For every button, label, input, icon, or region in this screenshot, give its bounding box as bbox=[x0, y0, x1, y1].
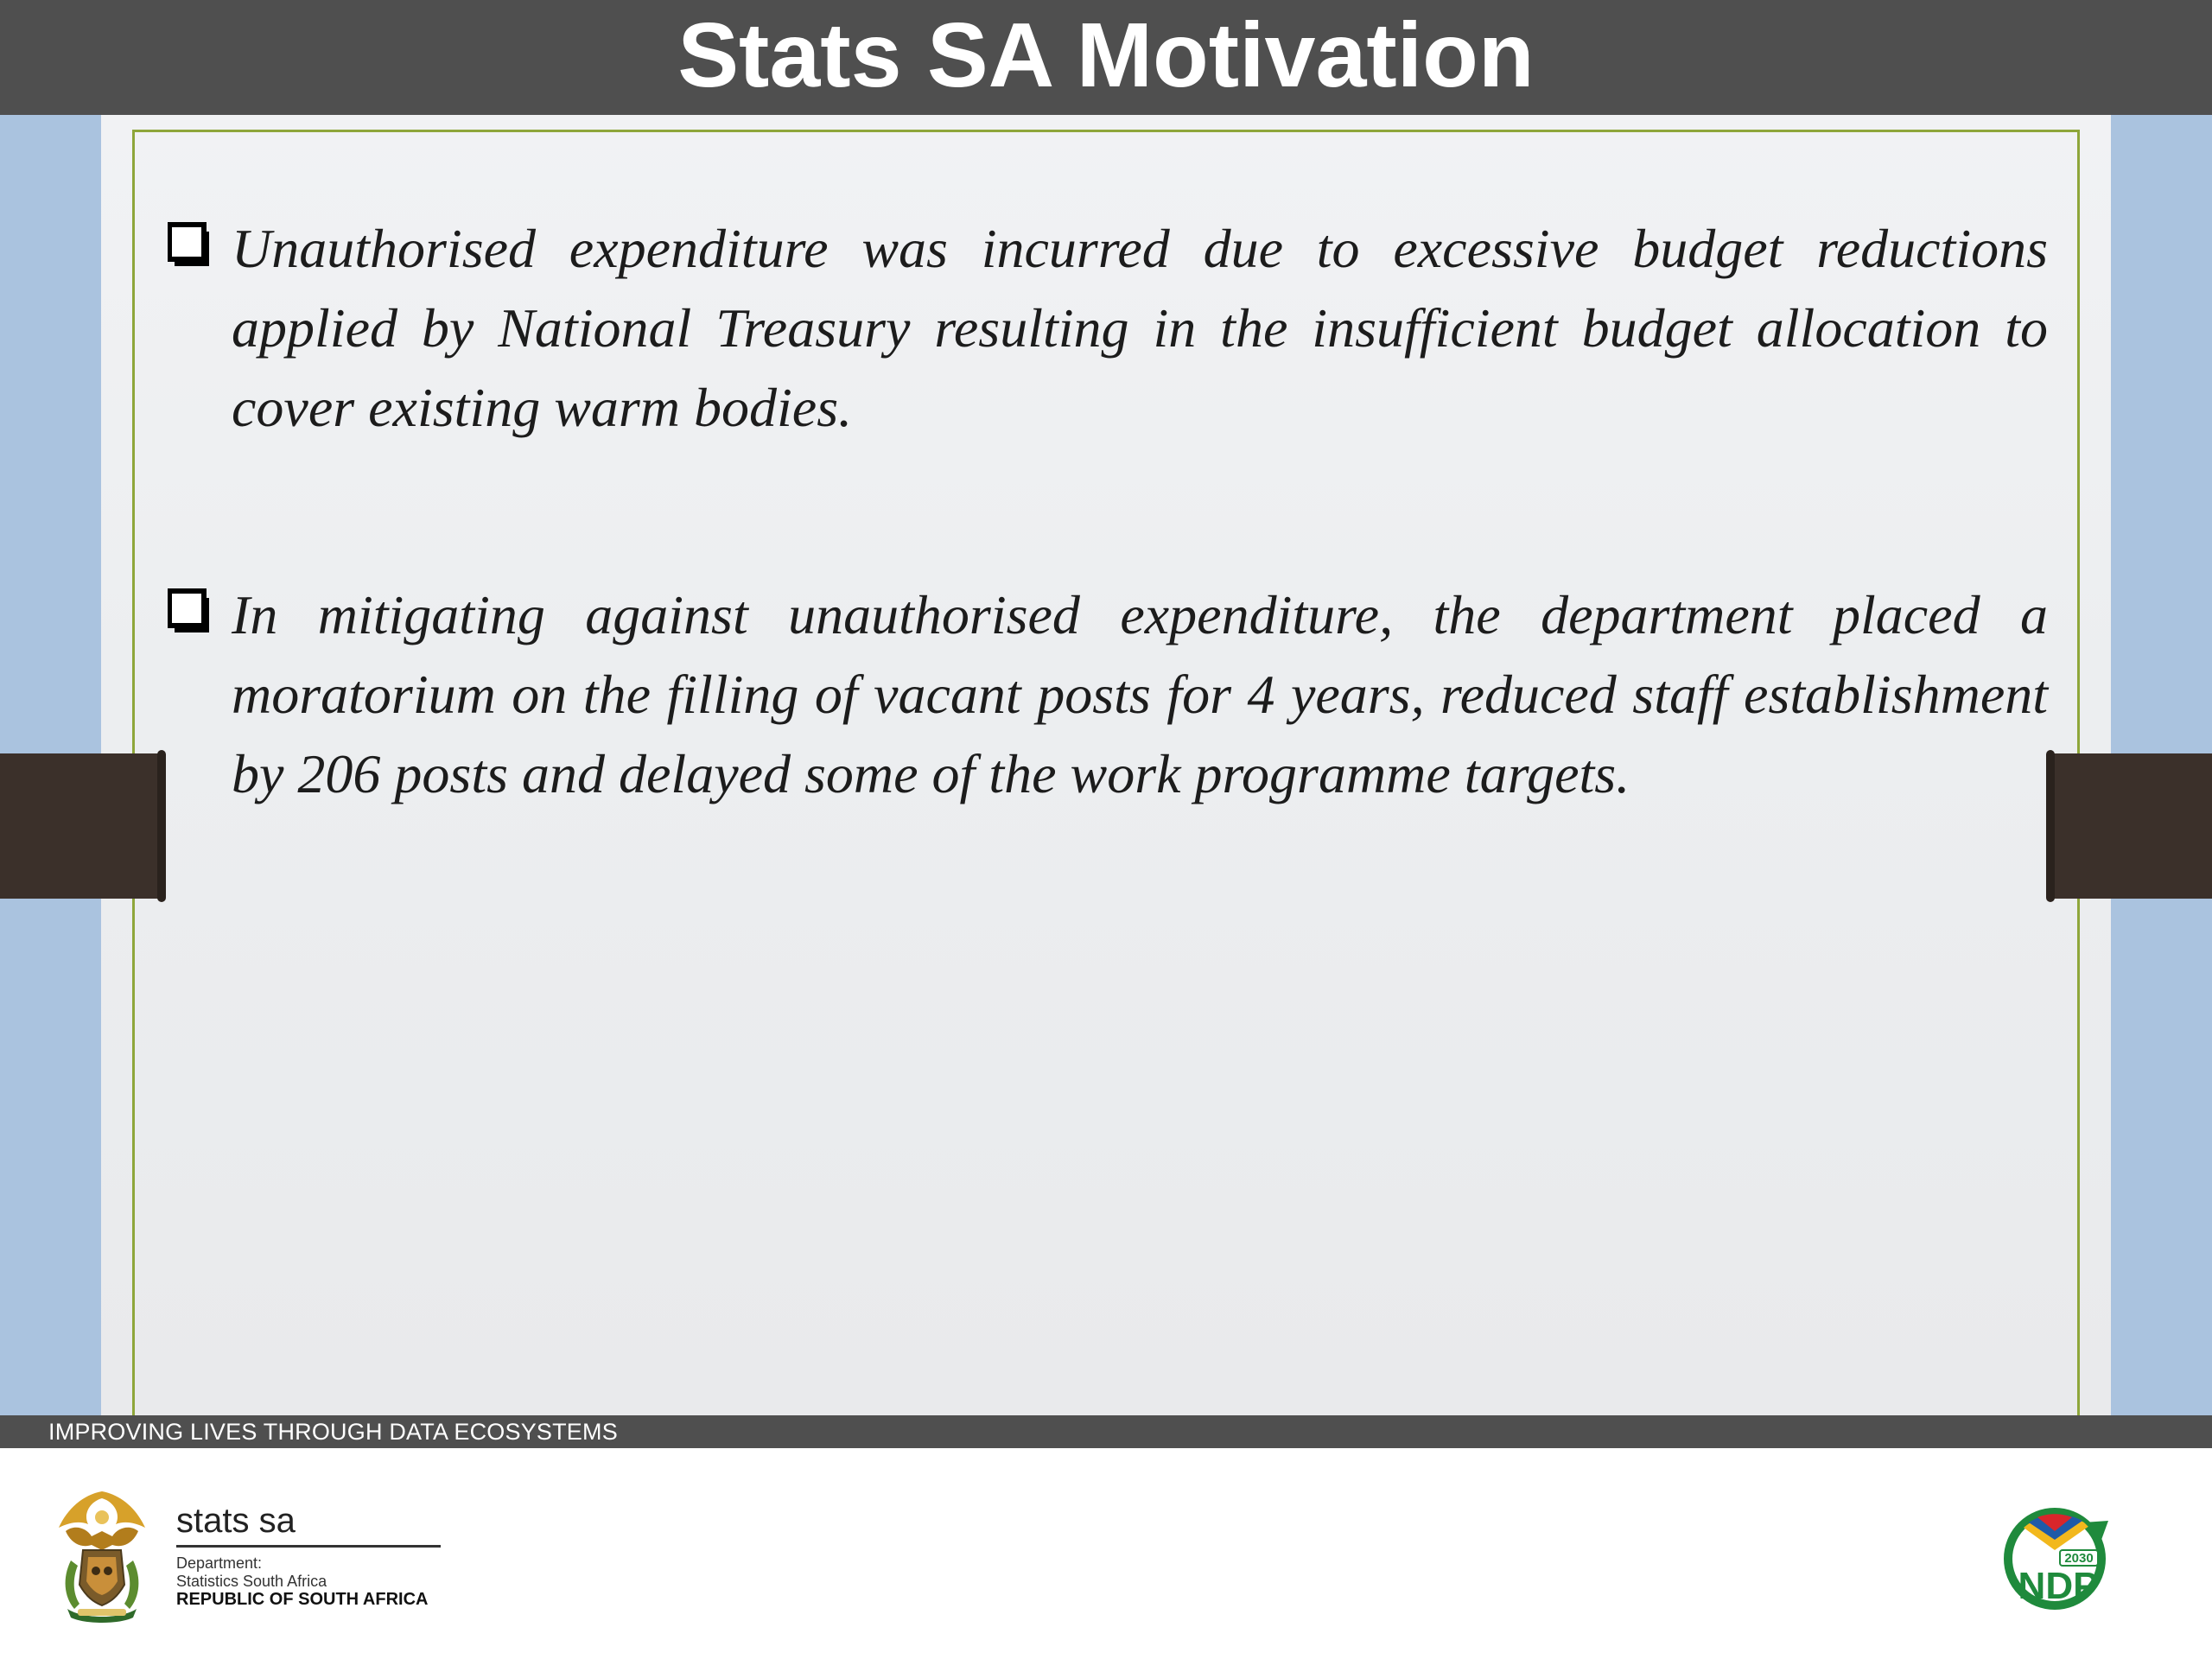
right-strap bbox=[2046, 753, 2212, 899]
bullet-item bbox=[164, 575, 2048, 814]
bullet-item bbox=[164, 209, 2048, 448]
checkbox-bullet-icon bbox=[168, 588, 214, 638]
left-strap-edge bbox=[157, 750, 166, 902]
department-label: Department: bbox=[176, 1554, 263, 1572]
footer-tagline: IMPROVING LIVES THROUGH DATA ECOSYSTEMS bbox=[48, 1419, 618, 1445]
stats-sa-brand bbox=[176, 1500, 441, 1609]
country-name: REPUBLIC OF SOUTH AFRICA bbox=[176, 1590, 429, 1609]
slide-title: Stats SA Motivation bbox=[677, 3, 1535, 106]
bullet-text: In mitigating against unauthorised expenditure, the department placed a moratorium on the filling of vacant posts for 4 years, reduced staff establishment by 206 posts and delayed some of the work programme targets. bbox=[232, 584, 2048, 804]
left-strap bbox=[0, 753, 164, 899]
checkbox-bullet-icon bbox=[168, 221, 214, 271]
ndp-2030-logo-icon bbox=[1998, 1505, 2115, 1612]
right-strap-edge bbox=[2046, 750, 2055, 902]
brand-name: stats sa bbox=[176, 1500, 441, 1548]
ndp-year: 2030 bbox=[2064, 1551, 2094, 1566]
ndp-acronym: NDP bbox=[2018, 1565, 2099, 1607]
footer-bar bbox=[0, 1415, 2212, 1448]
coat-of-arms-icon bbox=[48, 1483, 156, 1624]
bullet-list bbox=[164, 209, 2048, 814]
title-bar bbox=[0, 0, 2212, 115]
department-name: Statistics South Africa bbox=[176, 1573, 327, 1590]
bullet-text: Unauthorised expenditure was incurred due to excessive budget reductions applied by National Treasury resulting in the insufficient budget allocation to cover existing warm bodies. bbox=[232, 218, 2048, 438]
